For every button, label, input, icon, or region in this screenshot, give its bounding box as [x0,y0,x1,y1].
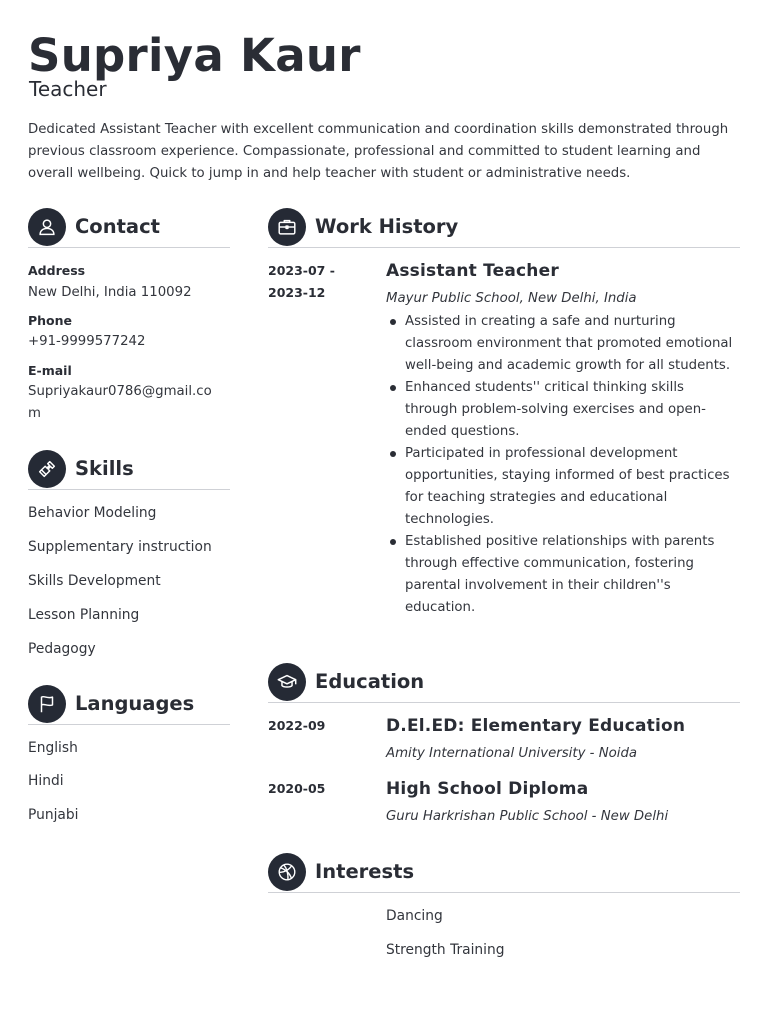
contact-divider [28,247,230,248]
skill-item: Pedagogy [28,641,96,657]
interest-item: Dancing [386,908,443,924]
skills-section-header [28,450,230,490]
language-item: Punjabi [28,807,79,823]
job-end-date: 2023-12 [268,285,326,300]
education-school: Amity International University - Noida [386,746,638,761]
language-item: English [28,740,78,756]
puzzle-icon [28,450,66,488]
education-date: 2020-05 [268,781,326,796]
email-value: Supriyakaur0786@gmail.com [28,384,212,421]
job-bullet-list [386,311,738,619]
work-history-divider [268,247,740,248]
job-start-date: 2023-07 - [268,263,335,278]
language-item: Hindi [28,773,64,789]
work-history-section-header [268,208,740,248]
education-degree: D.El.ED: Elementary Education [386,716,686,736]
person-icon [28,208,66,246]
briefcase-icon [268,208,306,246]
candidate-name: Supriya Kaur [28,29,361,82]
languages-divider [28,724,230,725]
job-bullet: Assisted in creating a safe and nurturing classroom environment that promoted emotional well-being and academic growth for all students. [386,311,738,377]
ball-icon [268,853,306,891]
job-title: Assistant Teacher [386,261,559,281]
education-degree: High School Diploma [386,779,589,799]
job-organization: Mayur Public School, New Delhi, India [386,291,637,306]
job-bullet: Established positive relationships with parents through effective communication, fostering parental involvement in their children''s education. [386,531,738,619]
skill-item: Lesson Planning [28,607,140,623]
interests-divider [268,892,740,893]
address-value: New Delhi, India 110092 [28,285,192,300]
education-school: Guru Harkrishan Public School - New Delhi [386,809,669,824]
education-heading: Education [315,670,425,693]
email-label: E-mail [28,363,72,378]
phone-value: +91-9999577242 [28,334,146,349]
languages-section-header [28,685,230,725]
education-divider [268,702,740,703]
work-history-heading: Work History [315,215,459,238]
interest-item: Strength Training [386,942,505,958]
interests-heading: Interests [315,860,415,883]
education-date: 2022-09 [268,718,326,733]
graduation-cap-icon [268,663,306,701]
candidate-title: Teacher [29,77,107,101]
contact-heading: Contact [75,215,160,238]
skill-item: Supplementary instruction [28,539,212,555]
address-label: Address [28,263,86,278]
skill-item: Behavior Modeling [28,505,157,521]
languages-heading: Languages [75,692,195,715]
professional-summary: Dedicated Assistant Teacher with excellent communication and coordination skills demonstrated through previous classroom experience. Compassionate, professional and committed to student learning and overall wellbeing. Quick to jump in and help teacher with student or administrative needs. [28,122,729,181]
skills-heading: Skills [75,457,134,480]
education-section-header [268,663,740,703]
job-bullet: Enhanced students'' critical thinking skills through problem-solving exercises and open-ended questions. [386,377,738,443]
interests-section-header [268,853,740,893]
skills-divider [28,489,230,490]
job-bullet: Participated in professional development opportunities, staying informed of best practices for teaching strategies and educational technologies. [386,443,738,531]
phone-label: Phone [28,313,73,328]
skill-item: Skills Development [28,573,161,589]
contact-section-header [28,208,230,248]
flag-icon [28,685,66,723]
